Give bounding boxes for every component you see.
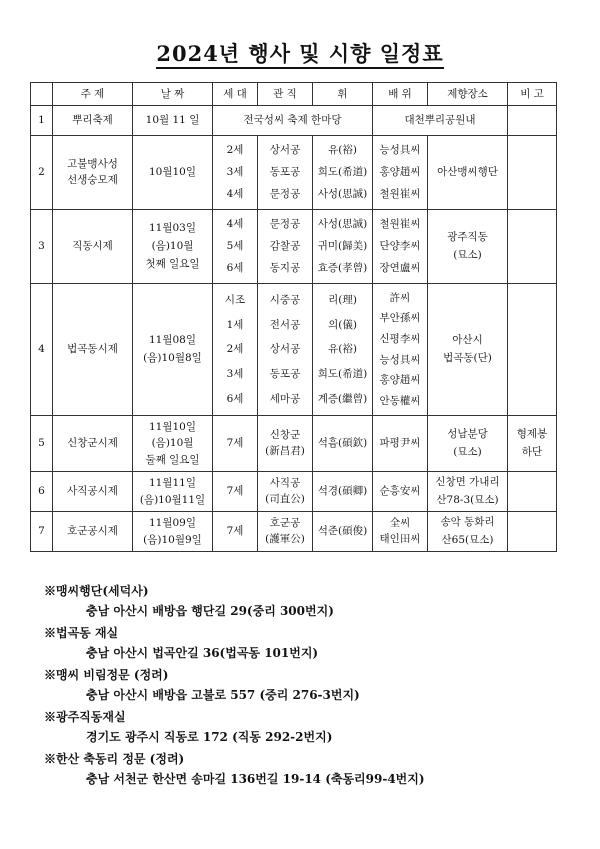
generation-cell bbox=[213, 472, 258, 512]
ceremony-place-cell bbox=[428, 284, 508, 416]
spouse: 능성具씨 bbox=[379, 144, 421, 157]
subject-cell bbox=[53, 210, 133, 284]
date: 11월03일 bbox=[148, 222, 196, 235]
remark-cell bbox=[508, 284, 557, 416]
generation-cell bbox=[213, 512, 258, 552]
name: 희도(希道) bbox=[317, 368, 368, 381]
date: 10월10일 bbox=[148, 166, 196, 179]
row-number: 3 bbox=[31, 210, 53, 284]
date: (음)10월 bbox=[151, 240, 194, 253]
ceremony-place: 성남분당 bbox=[447, 428, 488, 441]
ceremony-place-cell bbox=[428, 210, 508, 284]
spouse: 신평李씨 bbox=[379, 333, 421, 346]
row-number: 5 bbox=[31, 416, 53, 472]
ceremony-place-cell bbox=[428, 512, 508, 552]
ceremony-place: (묘소) bbox=[453, 249, 482, 262]
subject: 신창군시제 bbox=[67, 437, 118, 450]
generation: 6세 bbox=[226, 393, 244, 406]
name: 사성(思誠) bbox=[317, 188, 368, 201]
official-title: 문정공 bbox=[269, 188, 301, 201]
header-cell: 주 제 bbox=[53, 83, 133, 106]
spouse: 태인田씨 bbox=[379, 533, 421, 546]
table-row bbox=[31, 284, 557, 416]
ceremony-place: 산65(묘소) bbox=[441, 534, 494, 547]
name-cell bbox=[313, 136, 373, 210]
header-cell: 관 직 bbox=[258, 83, 313, 106]
remark: 형제봉 bbox=[516, 428, 548, 441]
name-cell bbox=[313, 472, 373, 512]
name-cell bbox=[313, 210, 373, 284]
ceremony-place: 광주직동 bbox=[447, 231, 488, 244]
generation: 5세 bbox=[226, 240, 244, 253]
official-title-cell bbox=[258, 284, 313, 416]
remark-cell bbox=[508, 106, 557, 136]
name-cell bbox=[313, 512, 373, 552]
note-heading: ※맹씨 비림정문 (정려) bbox=[44, 668, 169, 682]
note-heading: ※맹씨행단(세덕사) bbox=[44, 584, 149, 598]
row-number: 7 bbox=[31, 512, 53, 552]
merged-event-cell: 전국성씨 축제 한마당 bbox=[213, 106, 373, 136]
row-number: 6 bbox=[31, 472, 53, 512]
table-row bbox=[31, 472, 557, 512]
date: (음)10월9일 bbox=[143, 533, 202, 546]
table-body bbox=[31, 106, 557, 552]
name: 리(理) bbox=[328, 293, 357, 306]
note-address: 충남 서천군 한산면 송마길 136번길 19-14 (축동리99-4번지) bbox=[86, 772, 425, 786]
date: (음)10월11일 bbox=[139, 493, 206, 506]
date: (음)10월 bbox=[151, 437, 194, 450]
official-title-cell bbox=[258, 210, 313, 284]
official-title: 사직공 bbox=[269, 477, 301, 490]
spouse: 장연盧씨 bbox=[379, 262, 421, 275]
table-row bbox=[31, 136, 557, 210]
subject-cell bbox=[53, 512, 133, 552]
ceremony-place: 산78-3(묘소) bbox=[436, 494, 499, 507]
date-cell bbox=[133, 472, 213, 512]
subject-cell bbox=[53, 416, 133, 472]
generation: 3세 bbox=[226, 368, 244, 381]
note-address: 충남 아산시 배방읍 행단길 29(중리 300번지) bbox=[86, 604, 334, 618]
generation-cell bbox=[213, 136, 258, 210]
date: 10월 11 일 bbox=[145, 114, 200, 127]
generation: 7세 bbox=[226, 437, 244, 450]
official-title: (新昌君) bbox=[265, 445, 305, 458]
table-row bbox=[31, 210, 557, 284]
remark-cell bbox=[508, 416, 557, 472]
date: 11월10일 bbox=[148, 420, 196, 433]
subject-cell bbox=[53, 136, 133, 210]
spouse-cell bbox=[373, 284, 428, 416]
generation: 시조 bbox=[224, 293, 246, 306]
name: 석준(碩俊) bbox=[317, 525, 368, 538]
date: 첫째 일요일 bbox=[145, 258, 200, 271]
name: 석흠(碩欽) bbox=[317, 437, 368, 450]
official-title: 신창군 bbox=[269, 429, 301, 442]
spouse-cell bbox=[373, 472, 428, 512]
name: 의(儀) bbox=[328, 318, 357, 331]
page-title: 2024년 행사 및 시향 일정표 bbox=[0, 38, 600, 68]
subject: 뿌리축제 bbox=[72, 114, 113, 127]
name: 계증(繼曾) bbox=[317, 393, 368, 406]
official-title: 상서공 bbox=[269, 144, 301, 157]
generation-cell bbox=[213, 284, 258, 416]
generation: 2세 bbox=[226, 144, 244, 157]
spouse: 능성具씨 bbox=[379, 353, 421, 366]
remark-cell bbox=[508, 472, 557, 512]
location-notes bbox=[44, 580, 564, 790]
table-row bbox=[31, 512, 557, 552]
subject: 직동시제 bbox=[72, 240, 113, 253]
merged-venue-cell: 대천뿌리공원내 bbox=[373, 106, 508, 136]
official-title-cell bbox=[258, 512, 313, 552]
row-number: 4 bbox=[31, 284, 53, 416]
spouse: 許씨 bbox=[389, 291, 411, 304]
date: 11월08일 bbox=[148, 334, 196, 347]
generation: 4세 bbox=[226, 188, 244, 201]
note-address: 충남 아산시 배방읍 고불로 557 (중리 276-3번지) bbox=[86, 688, 360, 702]
spouse: 파평尹씨 bbox=[379, 437, 421, 450]
spouse-cell bbox=[373, 512, 428, 552]
official-title: 시중공 bbox=[269, 293, 301, 306]
remark-cell bbox=[508, 136, 557, 210]
remark-cell bbox=[508, 210, 557, 284]
date: (음)10월8일 bbox=[143, 352, 202, 365]
date: 11월09일 bbox=[148, 516, 196, 529]
row-number: 1 bbox=[31, 106, 53, 136]
ceremony-place: 신창면 가내리 bbox=[435, 476, 500, 489]
official-title: 세마공 bbox=[269, 393, 301, 406]
date-cell bbox=[133, 284, 213, 416]
subject: 고불맹사성 bbox=[67, 158, 118, 171]
ceremony-place-cell bbox=[428, 416, 508, 472]
generation: 2세 bbox=[226, 343, 244, 356]
name: 귀미(歸美) bbox=[317, 240, 368, 253]
official-title-cell bbox=[258, 136, 313, 210]
date-cell bbox=[133, 106, 213, 136]
row-number: 2 bbox=[31, 136, 53, 210]
official-title-cell bbox=[258, 472, 313, 512]
date-cell bbox=[133, 136, 213, 210]
date-cell bbox=[133, 210, 213, 284]
ceremony-place: (묘소) bbox=[453, 446, 482, 459]
generation: 7세 bbox=[226, 485, 244, 498]
name: 효증(孝曾) bbox=[317, 262, 368, 275]
name: 유(裕) bbox=[328, 343, 357, 356]
spouse: 홍양趙씨 bbox=[379, 374, 421, 387]
generation-cell bbox=[213, 416, 258, 472]
generation-cell bbox=[213, 210, 258, 284]
note-heading: ※법곡동 재실 bbox=[44, 626, 119, 640]
official-title: 전서공 bbox=[269, 318, 301, 331]
name: 유(裕) bbox=[328, 144, 357, 157]
subject-cell bbox=[53, 472, 133, 512]
official-title: 동포공 bbox=[269, 368, 301, 381]
official-title: 동지공 bbox=[269, 262, 301, 275]
remark: 하단 bbox=[521, 446, 543, 459]
subject-cell bbox=[53, 284, 133, 416]
spouse: 순흥安씨 bbox=[379, 485, 421, 498]
name-cell bbox=[313, 284, 373, 416]
note-heading: ※광주직동재실 bbox=[44, 710, 126, 724]
official-title: 동포공 bbox=[269, 166, 301, 179]
note-heading: ※한산 축동리 정문 (정려) bbox=[44, 752, 185, 766]
name: 사성(思誠) bbox=[317, 218, 368, 231]
note-address: 충남 아산시 법곡안길 36(법곡동 101번지) bbox=[86, 646, 319, 660]
date: 둘째 일요일 bbox=[145, 454, 200, 467]
generation: 6세 bbox=[226, 262, 244, 275]
subject: 법곡동시제 bbox=[67, 343, 118, 356]
header-cell: 휘 bbox=[313, 83, 373, 106]
generation: 7세 bbox=[226, 525, 244, 538]
header-cell: 비 고 bbox=[508, 83, 557, 106]
ceremony-place: 아산맹씨행단 bbox=[437, 166, 498, 179]
header-cell: 제향장소 bbox=[428, 83, 508, 106]
header-cell: 날 짜 bbox=[133, 83, 213, 106]
spouse: 단양李씨 bbox=[379, 240, 421, 253]
table-row bbox=[31, 416, 557, 472]
spouse: 全씨 bbox=[389, 517, 411, 530]
official-title-cell bbox=[258, 416, 313, 472]
header-cell: 세 대 bbox=[213, 83, 258, 106]
subject: 선생숭모제 bbox=[67, 174, 118, 187]
spouse: 철원崔씨 bbox=[379, 218, 421, 231]
table-row bbox=[31, 106, 557, 136]
date: 11월11일 bbox=[148, 476, 196, 489]
spouse-cell bbox=[373, 136, 428, 210]
header-no bbox=[31, 83, 53, 106]
spouse-cell bbox=[373, 210, 428, 284]
ceremony-place: 송악 동화리 bbox=[440, 516, 495, 529]
generation: 3세 bbox=[226, 166, 244, 179]
remark-cell bbox=[508, 512, 557, 552]
header-cell: 배 위 bbox=[373, 83, 428, 106]
name: 석경(碩卿) bbox=[317, 485, 368, 498]
official-title: (司直公) bbox=[265, 493, 305, 506]
subject: 호군공시제 bbox=[67, 525, 118, 538]
name: 희도(希道) bbox=[317, 166, 368, 179]
name-cell bbox=[313, 416, 373, 472]
date-cell bbox=[133, 512, 213, 552]
generation: 1세 bbox=[226, 318, 244, 331]
spouse-cell bbox=[373, 416, 428, 472]
ceremony-place: 아산시 bbox=[452, 334, 483, 347]
subject-cell bbox=[53, 106, 133, 136]
date-cell bbox=[133, 416, 213, 472]
official-title: 상서공 bbox=[269, 343, 301, 356]
schedule-table bbox=[30, 82, 557, 552]
spouse: 홍양趙씨 bbox=[379, 166, 421, 179]
table-header bbox=[31, 83, 557, 106]
official-title: (護軍公) bbox=[265, 533, 305, 546]
ceremony-place: 법곡동(단) bbox=[443, 352, 492, 365]
note-address: 경기도 광주시 직동로 172 (직동 292-2번지) bbox=[86, 730, 333, 744]
official-title: 문정공 bbox=[269, 218, 301, 231]
spouse: 안동權씨 bbox=[379, 395, 421, 408]
spouse: 철원崔씨 bbox=[379, 188, 421, 201]
official-title: 감찰공 bbox=[269, 240, 301, 253]
official-title: 호군공 bbox=[269, 517, 301, 530]
spouse: 부안孫씨 bbox=[379, 312, 421, 325]
subject: 사직공시제 bbox=[67, 485, 118, 498]
generation: 4세 bbox=[226, 218, 244, 231]
ceremony-place-cell bbox=[428, 136, 508, 210]
ceremony-place-cell bbox=[428, 472, 508, 512]
